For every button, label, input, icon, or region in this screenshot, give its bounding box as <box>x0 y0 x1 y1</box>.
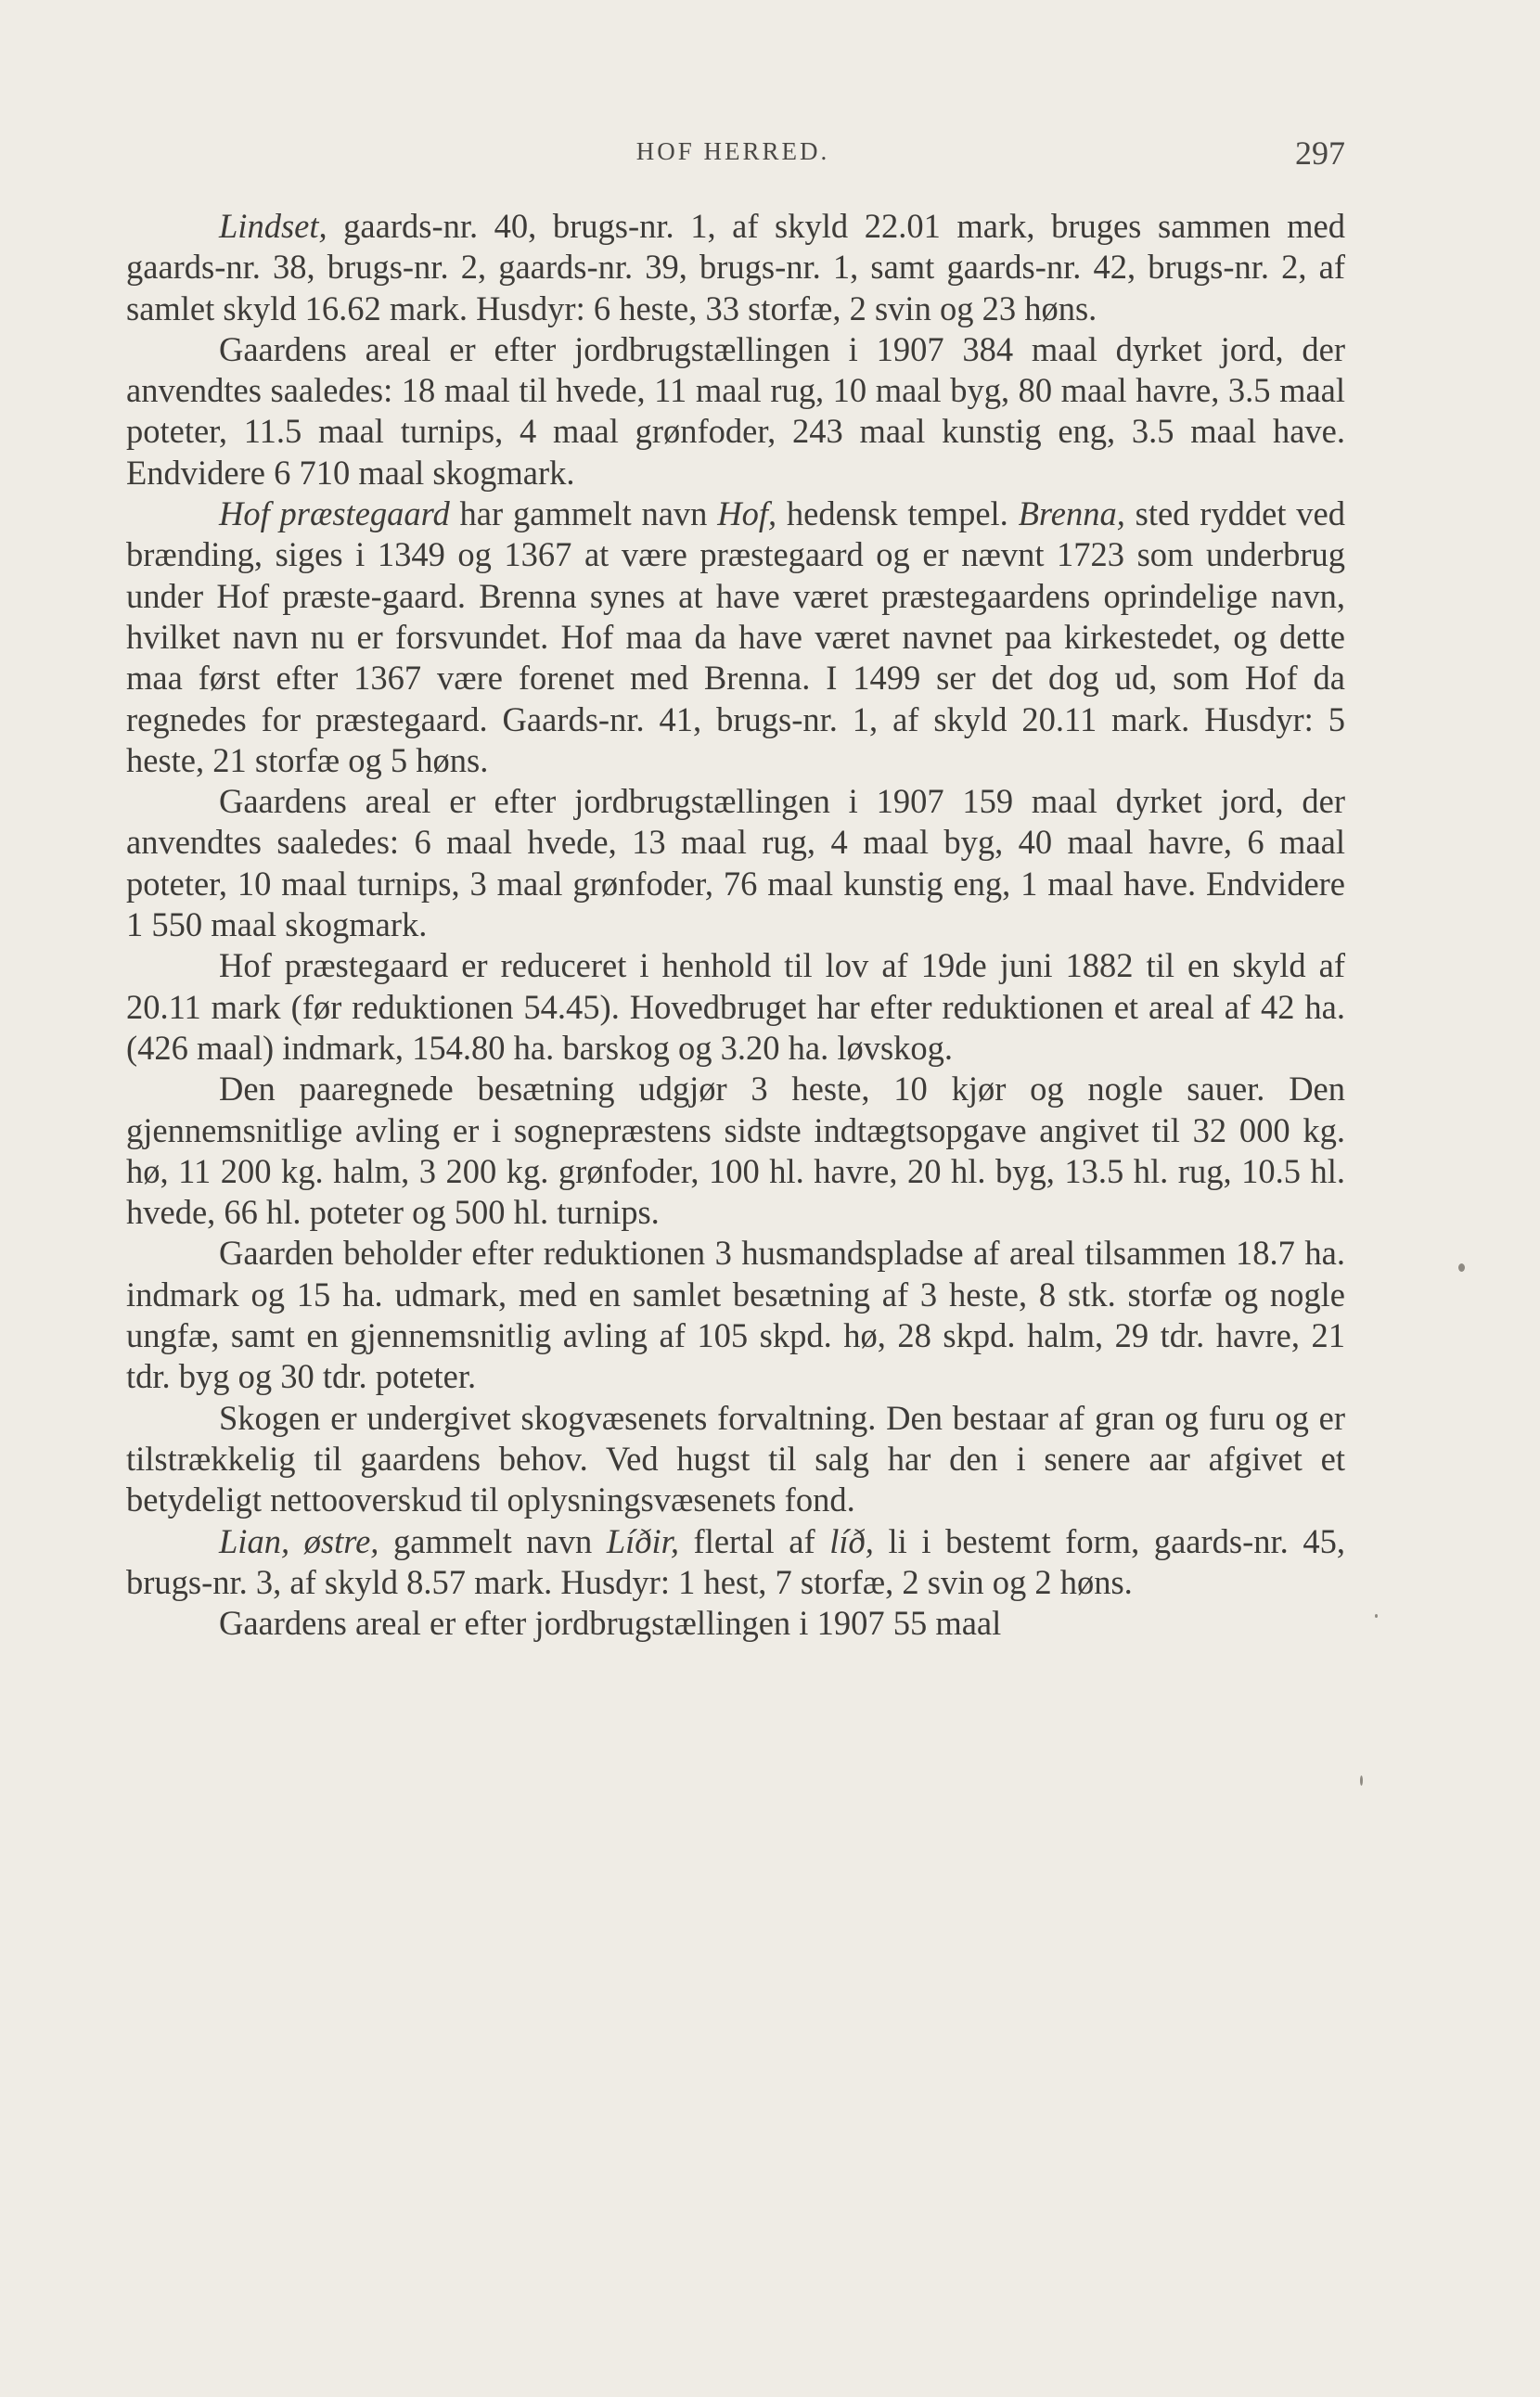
paragraph <box>126 1233 1345 1397</box>
paragraph-text: Gaardens areal er efter jordbrugstællingen i 1907 384 maal dyrket jord, der anvendtes saaledes: 18 maal til hvede, 11 maal rug, 10 maal byg, 80 maal havre, 3.5 maal poteter, 11.5 maal turnips, 4 maal grønfoder, 243 maal kunstig eng, 3.5 maal have. Endvidere 6 710 maal skogmark. <box>126 329 1345 492</box>
italic-name: líð, <box>829 1521 874 1560</box>
paragraph-text: har gammelt navn <box>449 494 718 533</box>
paragraph-text: Gaardens areal er efter jordbrugstællingen i 1907 55 maal <box>219 1604 1002 1643</box>
paragraph-text: Hof præstegaard er reduceret i henhold til lov af 19de juni 1882 til en skyld af 20.11 mark (før reduktionen 54.45). Hovedbruget har efter reduktionen et areal af 42 ha. (426 maal) indmark, 154.80 ha. barskog og 3.20 ha. løvskog. <box>126 946 1345 1067</box>
paragraph <box>126 781 1345 945</box>
page-number: 297 <box>1295 135 1345 172</box>
italic-name: Lindset, <box>219 207 327 245</box>
header-title: HOF HERRED. <box>635 137 830 165</box>
paragraph <box>126 1398 1345 1521</box>
italic-name: Brenna, <box>1018 494 1125 533</box>
paragraph <box>126 945 1345 1069</box>
paragraph-text: gammelt navn <box>379 1521 607 1560</box>
italic-name: Líðir, <box>606 1521 679 1560</box>
paragraph-text: hedensk tempel. <box>776 494 1019 533</box>
paragraph-text: flertal af <box>678 1521 830 1560</box>
paragraph <box>126 1603 1345 1644</box>
paragraph <box>126 329 1345 494</box>
paragraph <box>126 206 1345 329</box>
paragraph-text: Gaardens areal er efter jordbrugstællingen i 1907 159 maal dyrket jord, der anvendtes saaledes: 6 maal hvede, 13 maal rug, 4 maal byg, 40 maal havre, 6 maal poteter, 10 maal turnips, 3 maal grønfoder, 76 maal kunstig eng, 1 maal have. Endvidere 1 550 maal skogmark. <box>126 782 1345 944</box>
paragraph <box>126 494 1345 781</box>
paragraph <box>126 1521 1345 1604</box>
body-text <box>126 206 1345 1644</box>
italic-name: Hof præstegaard <box>219 494 450 533</box>
italic-name: Lian, østre, <box>219 1521 379 1560</box>
paragraph-text: Skogen er undergivet skogvæsenets forvaltning. Den bestaar af gran og furu og er tilstrækkelig til gaardens behov. Ved hugst til salg har den i senere aar afgivet et betydeligt nettooverskud til oplysningsvæsenets fond. <box>126 1398 1345 1519</box>
italic-name: Hof, <box>717 494 777 533</box>
paragraph-text: gaards-nr. 40, brugs-nr. 1, af skyld 22.01 mark, bruges sammen med gaards-nr. 38, brugs-nr. 2, gaards-nr. 39, brugs-nr. 1, samt gaards-nr. 42, brugs-nr. 2, af samlet skyld 16.62 mark. Husdyr: 6 heste, 33 storfæ, 2 svin og 23 høns. <box>126 207 1345 327</box>
paragraph-text: Den paaregnede besætning udgjør 3 heste, 10 kjør og nogle sauer. Den gjennemsnitlige avling er i sognepræstens sidste indtægtsopgave angivet til 32 000 kg. hø, 11 200 kg. halm, 3 200 kg. grønfoder, 100 hl. havre, 20 hl. byg, 13.5 hl. rug, 10.5 hl. hvede, 66 hl. poteter og 500 hl. turnips. <box>126 1070 1345 1232</box>
paragraph <box>126 1069 1345 1233</box>
paragraph-text: Gaarden beholder efter reduktionen 3 husmandspladse af areal tilsammen 18.7 ha. indmark og 15 ha. udmark, med en samlet besætning af 3 heste, 8 stk. storfæ og nogle ungfæ, samt en gjennemsnitlig avling af 105 skpd. hø, 28 skpd. halm, 29 tdr. havre, 21 tdr. byg og 30 tdr. poteter. <box>126 1234 1345 1396</box>
paper-speck <box>1458 1263 1465 1272</box>
paragraph-text: li i bestemt form, gaards-nr. 45, brugs-nr. 3, af skyld 8.57 mark. Husdyr: 1 hest, 7 storfæ, 2 svin og 2 høns. <box>126 1521 1345 1601</box>
paper-speck <box>1360 1775 1363 1786</box>
paper-speck <box>1375 1614 1378 1618</box>
running-head <box>121 130 1345 176</box>
paragraph-text: sted ryddet ved brænding, siges i 1349 og 1367 at være præstegaard og er nævnt 1723 som underbrug under Hof præste-gaard. Brenna synes at have været præstegaardens oprindelige navn, hvilket navn nu er forsvundet. Hof maa da have været navnet paa kirkestedet, og dette maa først efter 1367 være forenet med Brenna. I 1499 ser det dog ud, som Hof da regnedes for præstegaard. Gaards-nr. 41, brugs-nr. 1, af skyld 20.11 mark. Husdyr: 5 heste, 21 storfæ og 5 høns. <box>126 494 1345 779</box>
